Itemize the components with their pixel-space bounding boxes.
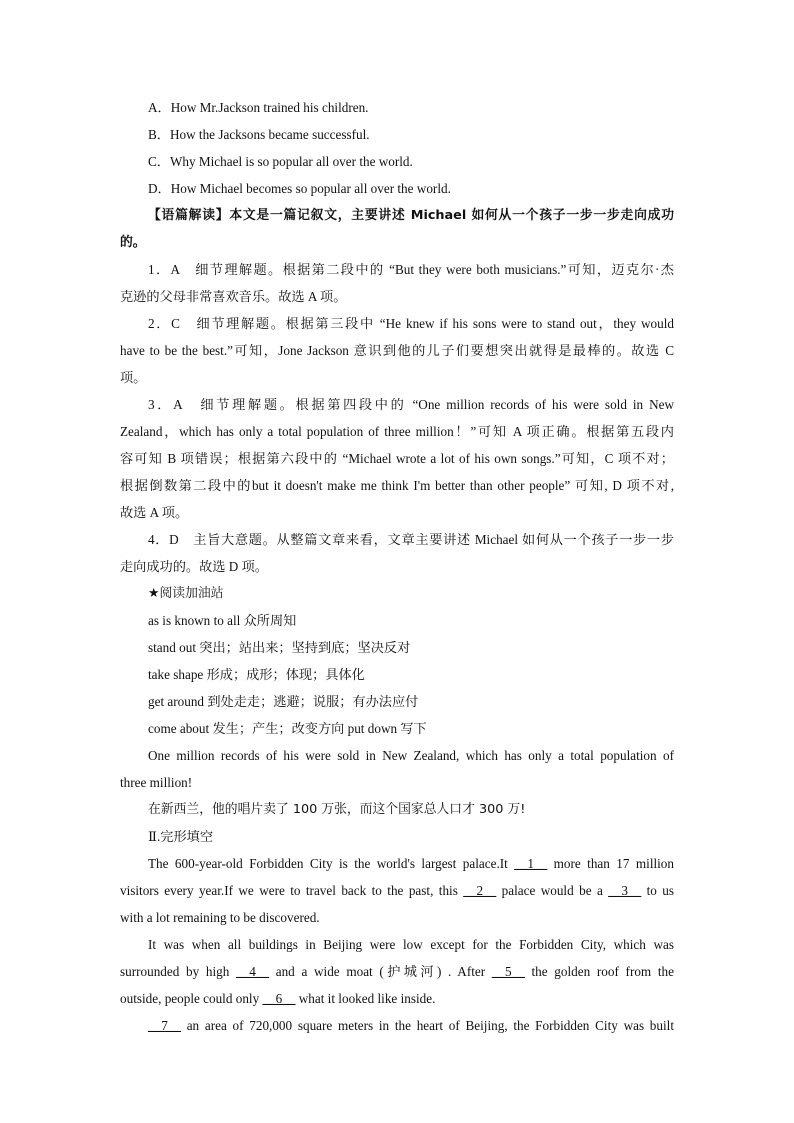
blank-6: __6__ — [262, 991, 296, 1006]
analysis-intro-line2: 的。 — [120, 235, 146, 250]
cloze-text: The 600-year-old Forbidden City is the world's largest palace.It — [148, 856, 515, 871]
answer-1-line1: 1．A 细节理解题。根据第二段中的 “But they were both musicians.”可知，迈克尔·杰 — [148, 262, 674, 277]
cloze-heading: Ⅱ.完形填空 — [148, 829, 214, 844]
answer-2-line2: have to be the best.”可知，Jone Jackson 意识到他的儿子们要想突出就得是最棒的。故选 C — [120, 343, 674, 358]
example-translation: 在新西兰，他的唱片卖了 100 万张，而这个国家总人口才 300 万! — [148, 802, 526, 817]
answer-3-line2: Zealand，which has only a total population of three million！”可知 A 项正确。根据第五段内 — [120, 424, 674, 439]
cloze-text: to us — [641, 883, 674, 898]
blank-5: __5__ — [491, 964, 525, 979]
cloze-p2-line1: It was when all buildings in Beijing were low except for the Forbidden City, which was — [148, 937, 674, 952]
cloze-text: an area of 720,000 square meters in the heart of Beijing, the Forbidden City was built — [180, 1018, 674, 1033]
document-page — [120, 94, 674, 1039]
blank-1: __1__ — [514, 856, 548, 871]
phrase-2: stand out 突出；站出来；坚持到底；坚决反对 — [148, 640, 411, 655]
example-sentence-line2: three million! — [120, 775, 193, 790]
option-a: A．How Mr.Jackson trained his children. — [148, 100, 369, 115]
answer-3-line1: 3．A 细节理解题。根据第四段中的 “One million records of his were sold in New — [148, 397, 674, 412]
cloze-text: more than 17 million — [547, 856, 674, 871]
phrase-5: come about 发生；产生；改变方向 put down 写下 — [148, 721, 427, 736]
option-d: D．How Michael becomes so popular all over the world. — [148, 181, 451, 196]
cloze-text: what it looked like inside. — [295, 991, 436, 1006]
cloze-p3-line1 — [120, 1012, 674, 1039]
blank-4: __4__ — [236, 964, 270, 979]
answer-4-line1: 4．D 主旨大意题。从整篇文章来看，文章主要讲述 Michael 如何从一个孩子一步一步 — [148, 532, 674, 547]
answer-2-line1: 2．C 细节理解题。根据第三段中 “He knew if his sons were to stand out，they would — [148, 316, 674, 331]
answer-4-line2: 走向成功的。故选 D 项。 — [120, 559, 268, 574]
option-b: B．How the Jacksons became successful. — [148, 127, 370, 142]
answer-2-line3: 项。 — [120, 370, 147, 385]
cloze-text: outside, people could only — [120, 991, 263, 1006]
blank-7: __7__ — [148, 1018, 181, 1033]
phrase-1: as is known to all 众所周知 — [148, 613, 297, 628]
analysis-intro-line1: 【语篇解读】本文是一篇记叙文，主要讲述 Michael 如何从一个孩子一步一步走向成功 — [148, 208, 674, 223]
cloze-text: the golden roof from the — [524, 964, 674, 979]
cloze-text: and a wide moat (护城河) . After — [269, 964, 492, 979]
phrase-4: get around 到处走走；逃避；说服；有办法应付 — [148, 694, 419, 709]
answer-3-line4: 根据倒数第二段中的but it doesn't make me think I'm better than other people” 可知, D 项不对, — [120, 478, 674, 493]
example-sentence-line1: One million records of his were sold in New Zealand, which has only a total population of — [148, 748, 674, 763]
answer-3-line5: 故选 A 项。 — [120, 505, 189, 520]
cloze-text: palace would be a — [496, 883, 609, 898]
cloze-text: visitors every year.If we were to travel back to the past, this — [120, 883, 464, 898]
blank-3: __3__ — [608, 883, 642, 898]
reading-station-title: ★阅读加油站 — [148, 586, 224, 601]
phrase-3: take shape 形成；成形；体现；具体化 — [148, 667, 365, 682]
cloze-p1-line1 — [120, 850, 674, 877]
cloze-p1-line2 — [120, 877, 674, 904]
cloze-p2-line3 — [120, 985, 674, 1012]
answer-1-line2: 克逊的父母非常喜欢音乐。故选 A 项。 — [120, 289, 347, 304]
cloze-text: surrounded by high — [120, 964, 237, 979]
option-c: C．Why Michael is so popular all over the world. — [148, 154, 413, 169]
blank-2: __2__ — [463, 883, 497, 898]
cloze-p2-line2 — [120, 958, 674, 985]
answer-3-line3: 容可知 B 项错误；根据第六段中的 “Michael wrote a lot of his own songs.”可知，C 项不对； — [120, 451, 674, 466]
cloze-p1-line3: with a lot remaining to be discovered. — [120, 910, 320, 925]
